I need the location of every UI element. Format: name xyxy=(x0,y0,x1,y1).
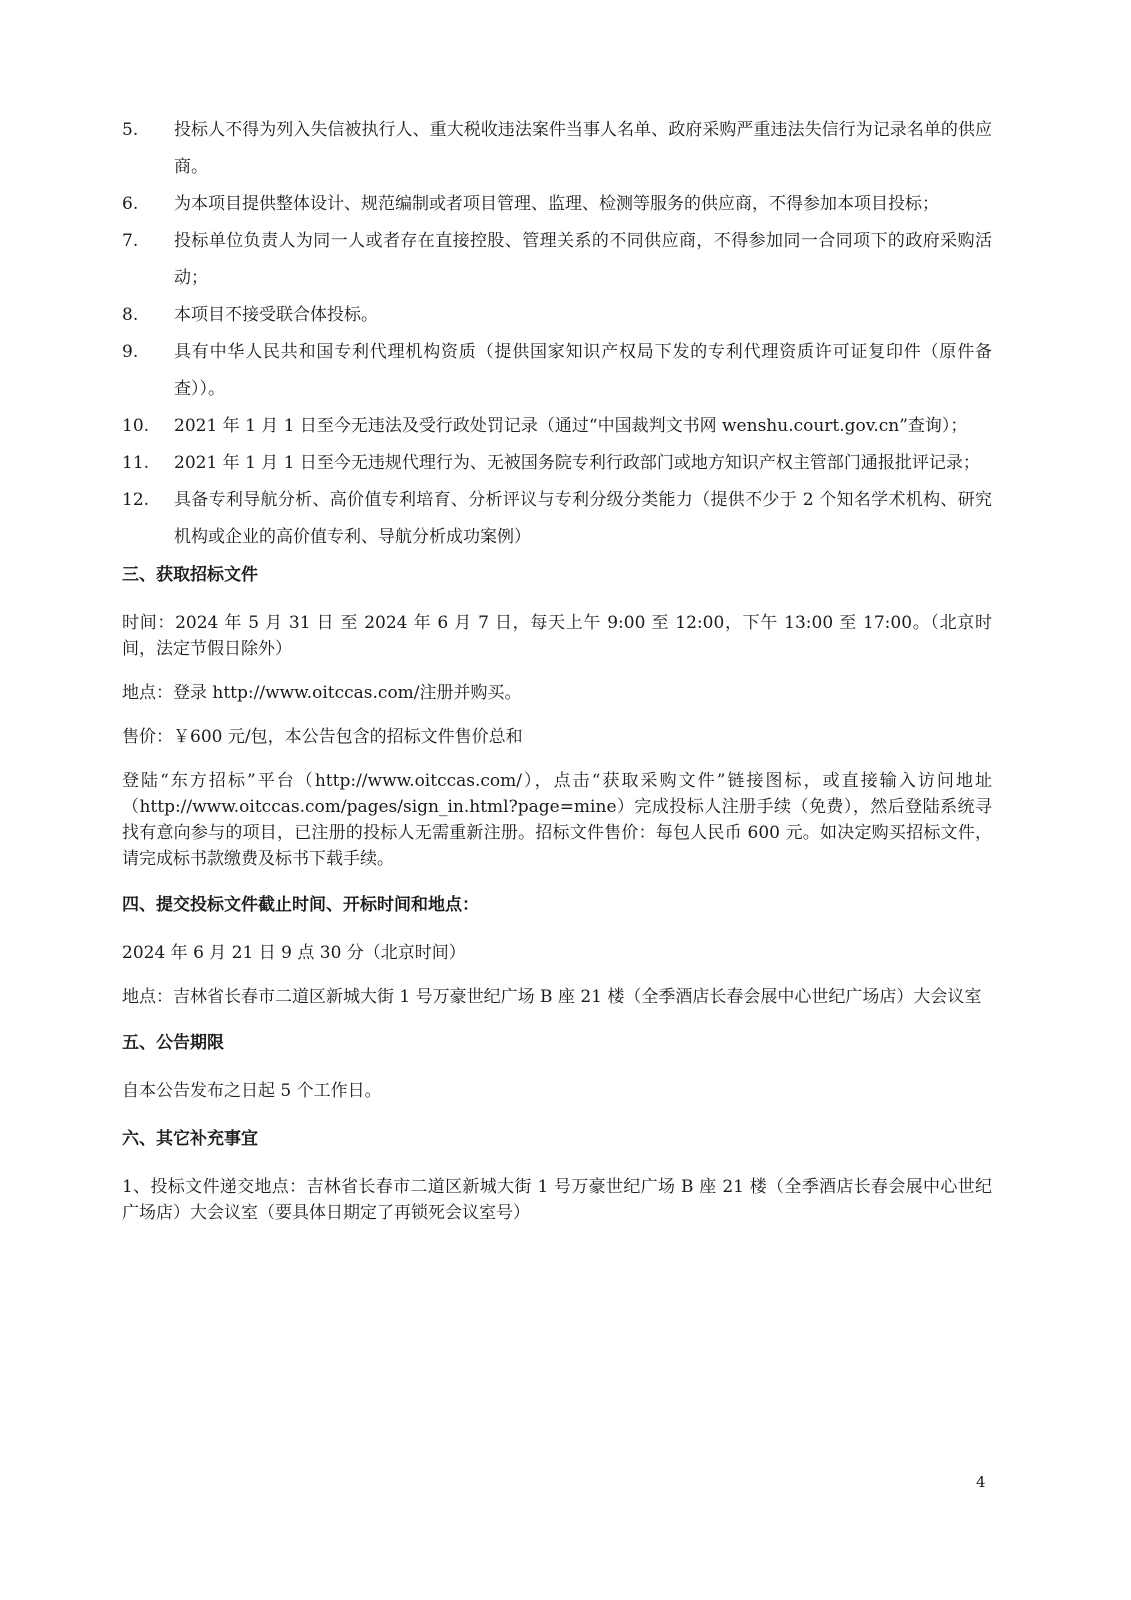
list-item-number: 8. xyxy=(122,305,139,325)
list-item-text: 投标单位负责人为同一人或者存在直接控股、管理关系的不同供应商，不得参加同一合同项下的政府采购活动； xyxy=(174,231,992,288)
list-item-number: 5. xyxy=(122,120,139,140)
section5-heading: 五、公告期限 xyxy=(122,1033,224,1053)
section3-price: 售价：￥600 元/包，本公告包含的招标文件售价总和 xyxy=(122,727,523,747)
list-item-text: 2021 年 1 月 1 日至今无违规代理行为、无被国务院专利行政部门或地方知识产权主管部门通报批评记录； xyxy=(174,453,980,473)
list-item-number: 12. xyxy=(122,490,150,510)
list-item-number: 11. xyxy=(122,453,150,473)
list-item-number: 6. xyxy=(122,194,139,214)
list-item xyxy=(122,112,992,186)
list-item-number: 10. xyxy=(122,416,150,436)
section5-text: 自本公告发布之日起 5 个工作日。 xyxy=(122,1081,382,1101)
section3-time: 时间：2024 年 5 月 31 日 至 2024 年 6 月 7 日，每天上午 9:00 至 12:00，下午 13:00 至 17:00。（北京时间，法定节假日除外） xyxy=(122,613,992,659)
list-item-number: 7. xyxy=(122,231,139,251)
list-item xyxy=(122,334,992,408)
section3-instructions: 登陆“东方招标”平台（http://www.oitccas.com/），点击“获取采购文件”链接图标，或直接输入访问地址（http://www.oitccas.com/pages/sign_in.html?page=mine）完成投标人注册手续（免费），然后登陆系统寻找有意向参与的项目，已注册的投标人无需重新注册。招标文件售价：每包人民币 600 元。如决定购买招标文件，请完成标书款缴费及标书下载手续。 xyxy=(122,771,992,869)
list-item xyxy=(122,482,992,556)
list-item xyxy=(122,408,992,445)
list-item-number: 9. xyxy=(122,342,139,362)
section4-place: 地点：吉林省长春市二道区新城大街 1 号万豪世纪广场 B 座 21 楼（全季酒店长春会展中心世纪广场店）大会议室 xyxy=(122,987,982,1007)
section6-heading: 六、其它补充事宜 xyxy=(122,1129,258,1149)
list-item-text: 投标人不得为列入失信被执行人、重大税收违法案件当事人名单、政府采购严重违法失信行为记录名单的供应商。 xyxy=(174,120,992,177)
list-item-text: 为本项目提供整体设计、规范编制或者项目管理、监理、检测等服务的供应商，不得参加本项目投标； xyxy=(174,194,939,214)
list-item xyxy=(122,297,992,334)
list-item-text: 具有中华人民共和国专利代理机构资质（提供国家知识产权局下发的专利代理资质许可证复印件（原件备查））。 xyxy=(174,342,992,399)
section4-heading: 四、提交投标文件截止时间、开标时间和地点： xyxy=(122,895,479,915)
list-item-text: 本项目不接受联合体投标。 xyxy=(174,305,378,325)
page-number: 4 xyxy=(976,1473,986,1491)
list-item xyxy=(122,445,992,482)
list-item-text: 具备专利导航分析、高价值专利培育、分析评议与专利分级分类能力（提供不少于 2 个知名学术机构、研究机构或企业的高价值专利、导航分析成功案例） xyxy=(174,490,992,547)
section4-datetime: 2024 年 6 月 21 日 9 点 30 分（北京时间） xyxy=(122,943,466,963)
list-item-text: 2021 年 1 月 1 日至今无违法及受行政处罚记录（通过“中国裁判文书网 wenshu.court.gov.cn”查询）； xyxy=(174,416,968,436)
section3-place: 地点：登录 http://www.oitccas.com/注册并购买。 xyxy=(122,683,522,703)
page-content xyxy=(122,112,992,1226)
section3-heading: 三、获取招标文件 xyxy=(122,565,258,585)
list-item xyxy=(122,223,992,297)
list-item xyxy=(122,186,992,223)
section6-text: 1、投标文件递交地点：吉林省长春市二道区新城大街 1 号万豪世纪广场 B 座 21 楼（全季酒店长春会展中心世纪广场店）大会议室（要具体日期定了再锁死会议室号） xyxy=(122,1177,992,1223)
